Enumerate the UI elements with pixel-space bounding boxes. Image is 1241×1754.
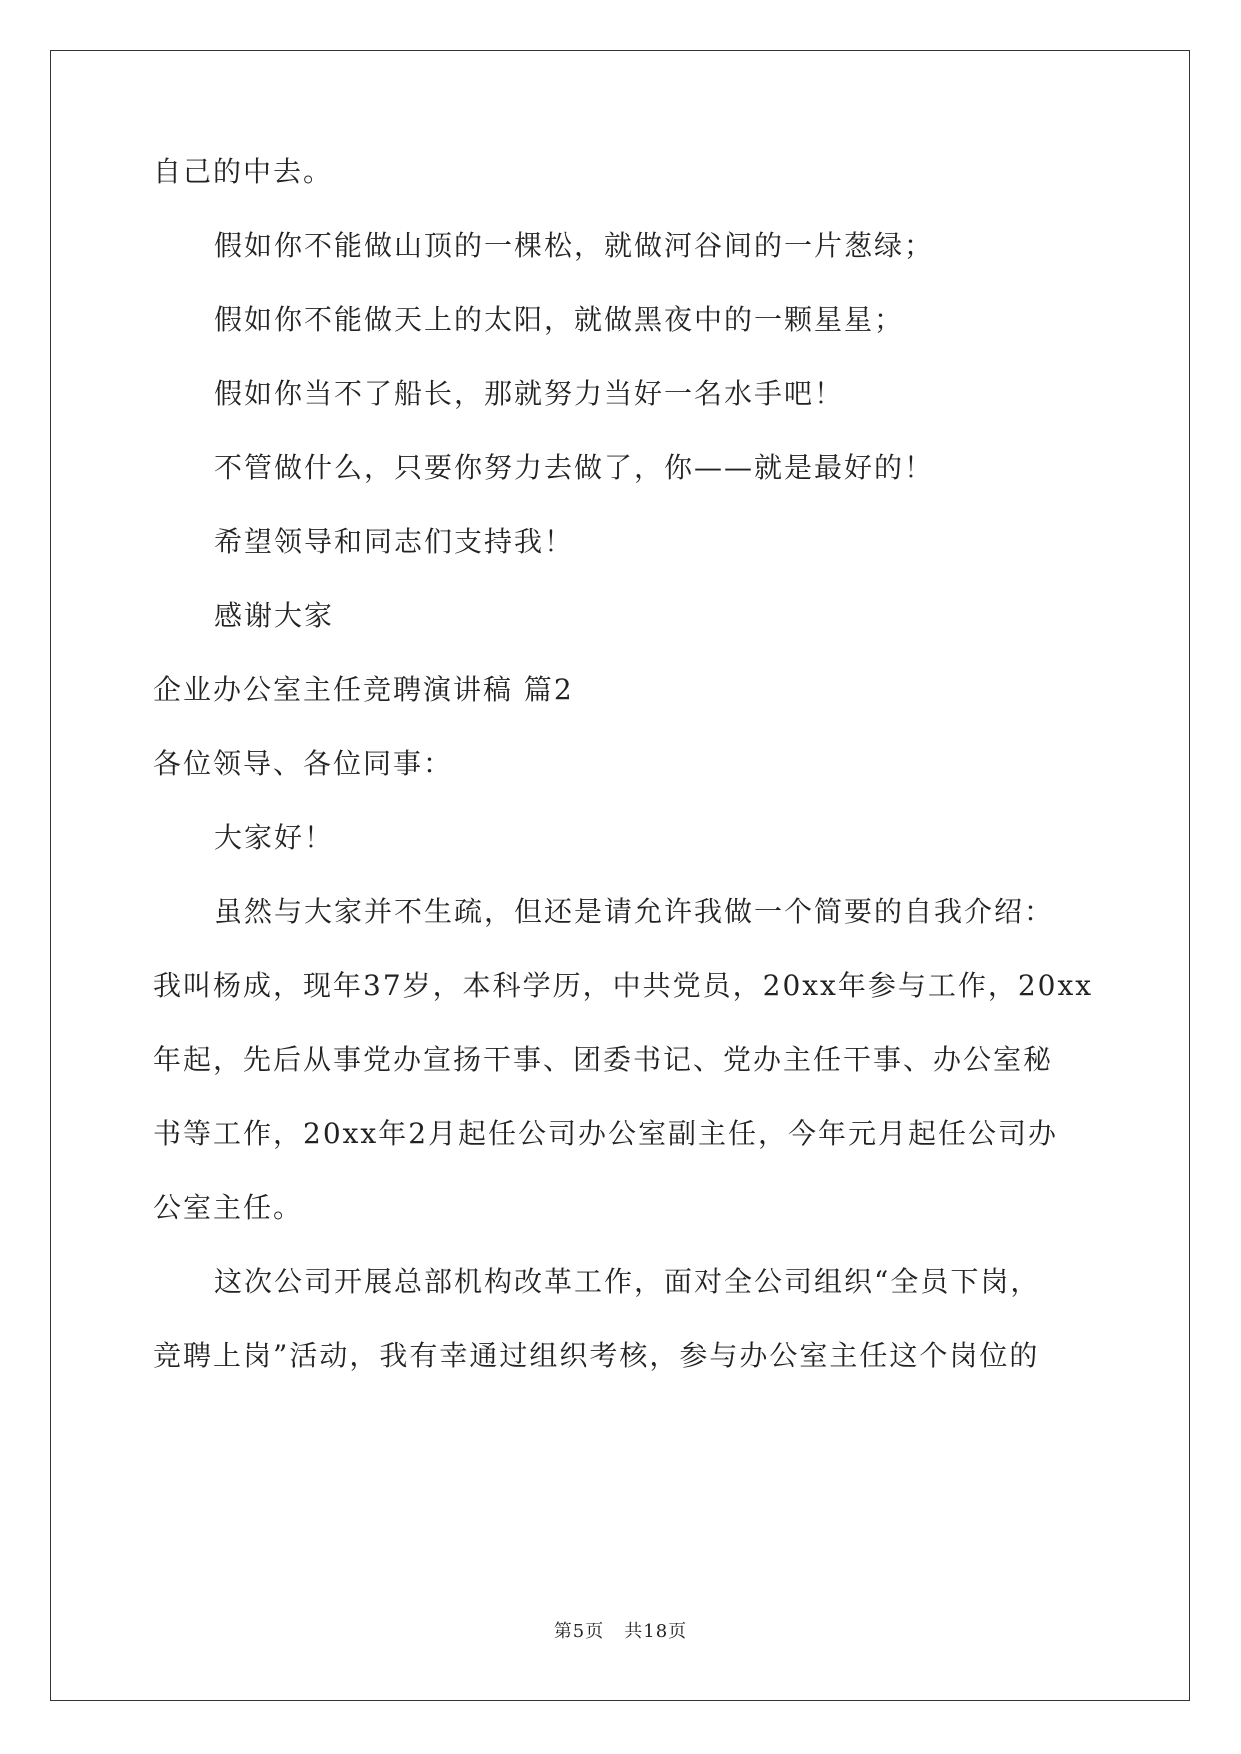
text-line: 自己的中去。 (153, 155, 334, 188)
salutation: 各位领导、各位同事： (153, 747, 454, 780)
text-line: 公室主任。 (153, 1191, 304, 1224)
section-heading: 企业办公室主任竞聘演讲稿 篇2 (153, 673, 574, 706)
page-total: 共18页 (624, 1621, 688, 1642)
text-line: 我叫杨成，现年37岁，本科学历，中共党员，20xx年参与工作，20xx (153, 969, 1094, 1002)
text-line: 感谢大家 (214, 599, 335, 632)
text-line: 书等工作，20xx年2月起任公司办公室副主任，今年元月起任公司办 (153, 1117, 1059, 1150)
page-footer (0, 1620, 1241, 1644)
text-line: 年起，先后从事党办宣扬干事、团委书记、党办主任干事、办公室秘 (153, 1043, 1054, 1076)
text-line: 假如你当不了船长，那就努力当好一名水手吧！ (214, 377, 845, 410)
text-line: 大家好！ (214, 821, 335, 854)
text-line: 不管做什么，只要你努力去做了，你——就是最好的！ (214, 451, 935, 484)
text-line: 希望领导和同志们支持我！ (214, 525, 575, 558)
text-line: 竞聘上岗”活动，我有幸通过组织考核，参与办公室主任这个岗位的 (153, 1339, 1040, 1372)
text-line: 这次公司开展总部机构改革工作，面对全公司组织“全员下岗， (214, 1265, 1041, 1298)
text-line: 假如你不能做山顶的一棵松，就做河谷间的一片葱绿； (214, 229, 935, 262)
page-frame (50, 50, 1190, 1701)
page-number: 第5页 (553, 1621, 605, 1642)
text-line: 假如你不能做天上的太阳，就做黑夜中的一颗星星； (214, 303, 905, 336)
text-line: 虽然与大家并不生疏，但还是请允许我做一个简要的自我介绍： (214, 895, 1055, 928)
